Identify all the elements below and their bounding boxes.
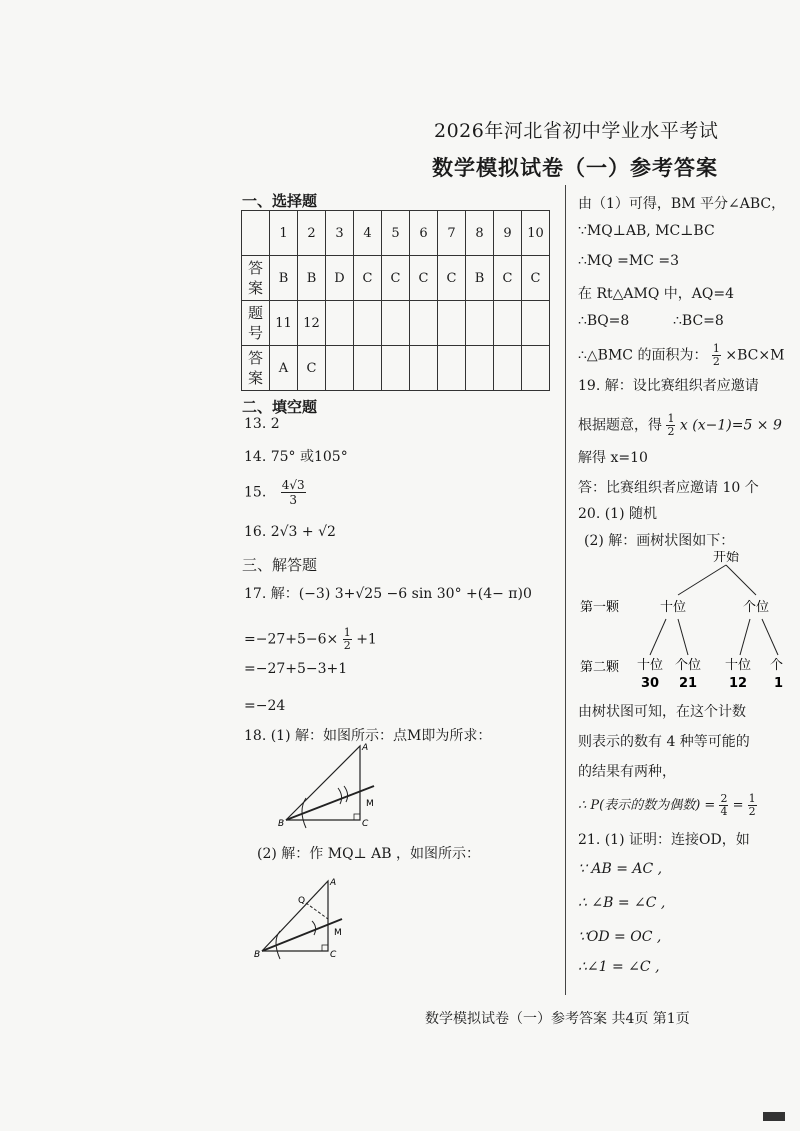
solution-line: ∴BQ=8 — [578, 313, 630, 329]
solution-line — [578, 793, 757, 818]
denominator: 3 — [289, 493, 297, 507]
table-cell — [466, 346, 494, 391]
tree-number: 30 — [640, 676, 660, 691]
denominator: 4 — [720, 805, 728, 818]
fraction — [666, 413, 675, 438]
tree-edge — [650, 619, 666, 655]
table-cell — [326, 301, 354, 346]
tree-node: 个位 — [674, 658, 702, 673]
table-cell — [494, 346, 522, 391]
table-cell — [354, 346, 382, 391]
numerator: 1 — [748, 792, 756, 805]
point-label-c: C — [330, 950, 337, 960]
answer-15-label: 15. — [244, 484, 267, 501]
bisector-line — [262, 919, 342, 951]
table-cell: D — [326, 256, 354, 301]
table-cell — [438, 301, 466, 346]
tree-node: 个位 — [742, 600, 770, 615]
solution-line: 则表示的数有 4 种等可能的 — [578, 734, 750, 750]
tree-number: 1 — [774, 676, 784, 691]
point-label-a: A — [330, 878, 337, 888]
geometry-figure-1 — [270, 740, 390, 835]
point-label-q: Q — [298, 896, 306, 906]
tree-root: 开始 — [712, 551, 740, 565]
fraction — [281, 478, 306, 507]
table-cell: 9 — [494, 211, 522, 256]
solution-text: ∴ P(表示的数为偶数) = — [578, 798, 716, 813]
table-cell: 12 — [298, 301, 326, 346]
solution-text: 根据题意，得 — [578, 417, 662, 434]
numerator: 4√3 — [281, 478, 305, 492]
q17-line1: 17. 解：(−3) 3+√25 −6 sin 30° +(4− π)0 — [244, 586, 532, 602]
table-cell — [354, 301, 382, 346]
solution-line: ∵OD = OC , — [578, 929, 662, 945]
column-divider — [565, 185, 566, 995]
fraction — [343, 627, 352, 652]
table-cell — [522, 301, 550, 346]
table-row — [242, 211, 550, 256]
solution-line: ∴ ∠B = ∠C , — [578, 895, 666, 911]
solution-line: 解得 x=10 — [578, 450, 648, 466]
table-cell: C — [382, 256, 410, 301]
numerator: 1 — [343, 626, 351, 639]
table-cell: C — [410, 256, 438, 301]
right-angle-mark — [354, 814, 360, 820]
table-cell: 2 — [298, 211, 326, 256]
construction-arc — [312, 921, 316, 935]
solution-line: 19. 解：设比赛组织者应邀请 — [578, 378, 759, 394]
table-cell: 3 — [326, 211, 354, 256]
table-cell: C — [354, 256, 382, 301]
solution-text: ×BC×M — [725, 347, 785, 364]
denominator: 2 — [748, 805, 756, 818]
table-cell: 7 — [438, 211, 466, 256]
solution-line: ∵MQ⊥AB, MC⊥BC — [578, 223, 715, 239]
point-label-m: M — [366, 799, 374, 809]
numerator: 1 — [667, 412, 675, 425]
choice-answer-table — [241, 210, 550, 391]
section-solve-heading: 三、解答题 — [242, 556, 318, 574]
tree-edge — [678, 619, 688, 655]
triangle-abc — [286, 746, 360, 820]
table-cell — [438, 346, 466, 391]
solution-line: 在 Rt△AMQ 中，AQ=4 — [578, 286, 734, 302]
tree-level1-label: 第一颗 — [580, 600, 620, 615]
table-cell: C — [438, 256, 466, 301]
tree-number: 21 — [678, 676, 698, 691]
table-cell: 11 — [270, 301, 298, 346]
numerator: 1 — [712, 342, 720, 355]
table-cell: 6 — [410, 211, 438, 256]
answer-14: 14. 75° 或105° — [244, 449, 348, 465]
geometry-figure-2 — [250, 875, 370, 965]
numerator: 2 — [720, 792, 728, 805]
bisector-line — [286, 786, 374, 820]
denominator: 2 — [667, 425, 675, 438]
table-cell: 4 — [354, 211, 382, 256]
right-angle-mark — [322, 945, 328, 951]
q17-line2-text: =−27+5−6× — [244, 631, 339, 648]
solution-line: 20. (1) 随机 — [578, 506, 657, 522]
answer-15 — [244, 478, 306, 507]
table-cell — [382, 346, 410, 391]
table-cell: 10 — [522, 211, 550, 256]
table-cell — [410, 346, 438, 391]
q17-line4: =−24 — [244, 698, 286, 714]
tree-edge — [726, 565, 756, 595]
table-cell: C — [522, 256, 550, 301]
point-label-b: B — [254, 950, 261, 960]
table-cell: C — [494, 256, 522, 301]
scanner-watermark — [763, 1112, 785, 1121]
table-cell — [326, 346, 354, 391]
tree-edge — [762, 619, 778, 655]
solution-text: = — [732, 798, 744, 813]
table-cell — [466, 301, 494, 346]
fraction — [712, 343, 721, 368]
table-cell: C — [298, 346, 326, 391]
solution-line: 的结果有两种， — [578, 764, 676, 780]
construction-arc — [338, 788, 342, 804]
tree-level2-label: 第二颗 — [580, 660, 620, 675]
fraction — [748, 793, 757, 818]
q18-part2: (2) 解：作 MQ⊥ AB ，如图所示： — [257, 846, 481, 862]
triangle-abc — [262, 881, 328, 951]
q17-line2 — [244, 627, 377, 652]
construction-arc — [344, 786, 348, 802]
table-cell: B — [466, 256, 494, 301]
table-cell — [382, 301, 410, 346]
row-label: 题号 — [242, 301, 270, 346]
tree-number: 12 — [728, 676, 748, 691]
solution-line: ∴BC=8 — [673, 313, 724, 329]
answer-key-subtitle: 数学模拟试卷（一）参考答案 — [432, 155, 718, 180]
exam-title: 2026年河北省初中学业水平考试 — [434, 120, 719, 142]
tree-edge — [678, 565, 726, 595]
solution-line: ∵ AB = AC , — [578, 861, 663, 877]
point-label-b: B — [278, 819, 285, 829]
table-cell: B — [298, 256, 326, 301]
tree-diagram — [578, 551, 800, 701]
table-row — [242, 346, 550, 391]
section-choice-heading: 一、选择题 — [242, 192, 318, 210]
answer-16: 16. 2√3 + √2 — [244, 524, 336, 540]
table-cell: A — [270, 346, 298, 391]
q17-line2-tail: +1 — [356, 631, 377, 648]
table-cell: 1 — [270, 211, 298, 256]
table-cell — [494, 301, 522, 346]
table-cell: 5 — [382, 211, 410, 256]
solution-text: x (x−1)=5 × 9 — [679, 417, 782, 434]
right-column — [578, 185, 800, 995]
table-cell — [410, 301, 438, 346]
table-row — [242, 301, 550, 346]
table-cell: 8 — [466, 211, 494, 256]
q17-line3: =−27+5−3+1 — [244, 661, 348, 677]
solution-line: ∴∠1 = ∠C , — [578, 959, 660, 975]
denominator: 2 — [712, 355, 720, 368]
tree-edge — [740, 619, 750, 655]
tree-node: 十位 — [724, 658, 752, 673]
tree-node: 十位 — [659, 600, 687, 615]
tree-node: 个 — [770, 658, 784, 673]
page-footer: 数学模拟试卷（一）参考答案 共4页 第1页 — [425, 1011, 690, 1027]
table-cell — [522, 346, 550, 391]
table-cell — [242, 211, 270, 256]
table-cell: B — [270, 256, 298, 301]
solution-line: 由（1）可得，BM 平分∠ABC， — [578, 196, 786, 212]
solution-line: 21. (1) 证明：连接OD，如 — [578, 832, 750, 848]
solution-line: 由树状图可知，在这个计数 — [578, 704, 746, 720]
fraction — [719, 793, 728, 818]
perpendicular-mq — [306, 903, 328, 919]
solution-line: ∴MQ =MC =3 — [578, 253, 680, 269]
q18-part1: 18. (1) 解：如图所示：点M即为所求： — [244, 728, 492, 744]
solution-line: 答：比赛组织者应邀请 10 个 — [578, 480, 759, 496]
point-label-m: M — [334, 928, 342, 938]
solution-line: (2) 解：画树状图如下： — [584, 533, 735, 549]
solution-line — [578, 413, 782, 438]
table-row — [242, 256, 550, 301]
solution-text: ∴△BMC 的面积为： — [578, 347, 708, 364]
solution-line — [578, 343, 784, 368]
row-label: 答案 — [242, 256, 270, 301]
point-label-c: C — [362, 819, 369, 829]
answer-13: 13. 2 — [244, 416, 280, 432]
row-label: 答案 — [242, 346, 270, 391]
point-label-a: A — [362, 743, 369, 753]
denominator: 2 — [343, 639, 351, 652]
tree-node: 十位 — [636, 658, 664, 673]
section-fill-heading: 二、填空题 — [242, 398, 318, 416]
